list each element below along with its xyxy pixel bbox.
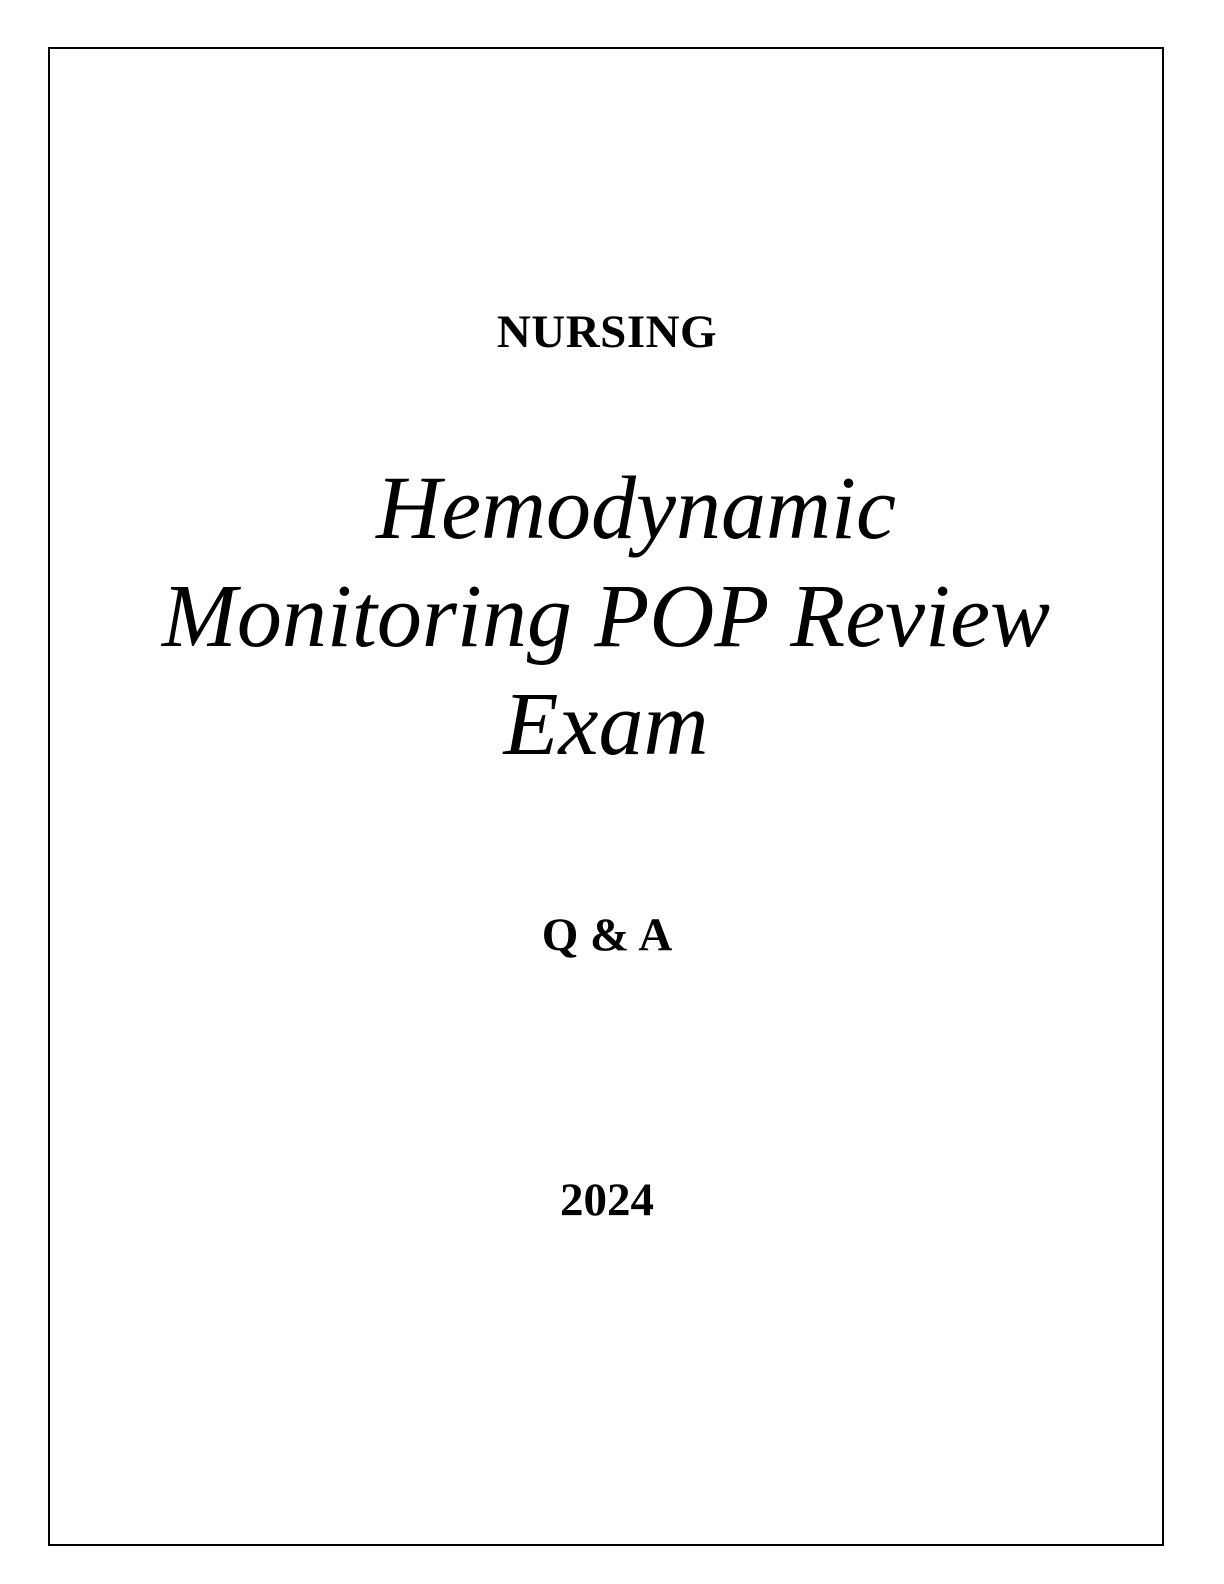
subject-heading: NURSING (496, 306, 718, 358)
title-line-3: Exam (503, 675, 709, 774)
year-label: 2024 (560, 1174, 654, 1226)
page-border (48, 47, 1164, 1546)
document-title (48, 455, 1164, 779)
format-label: Q & A (541, 909, 673, 961)
title-line-2: Monitoring POP Review (161, 567, 1051, 666)
title-line-1: Hemodynamic (376, 459, 896, 558)
